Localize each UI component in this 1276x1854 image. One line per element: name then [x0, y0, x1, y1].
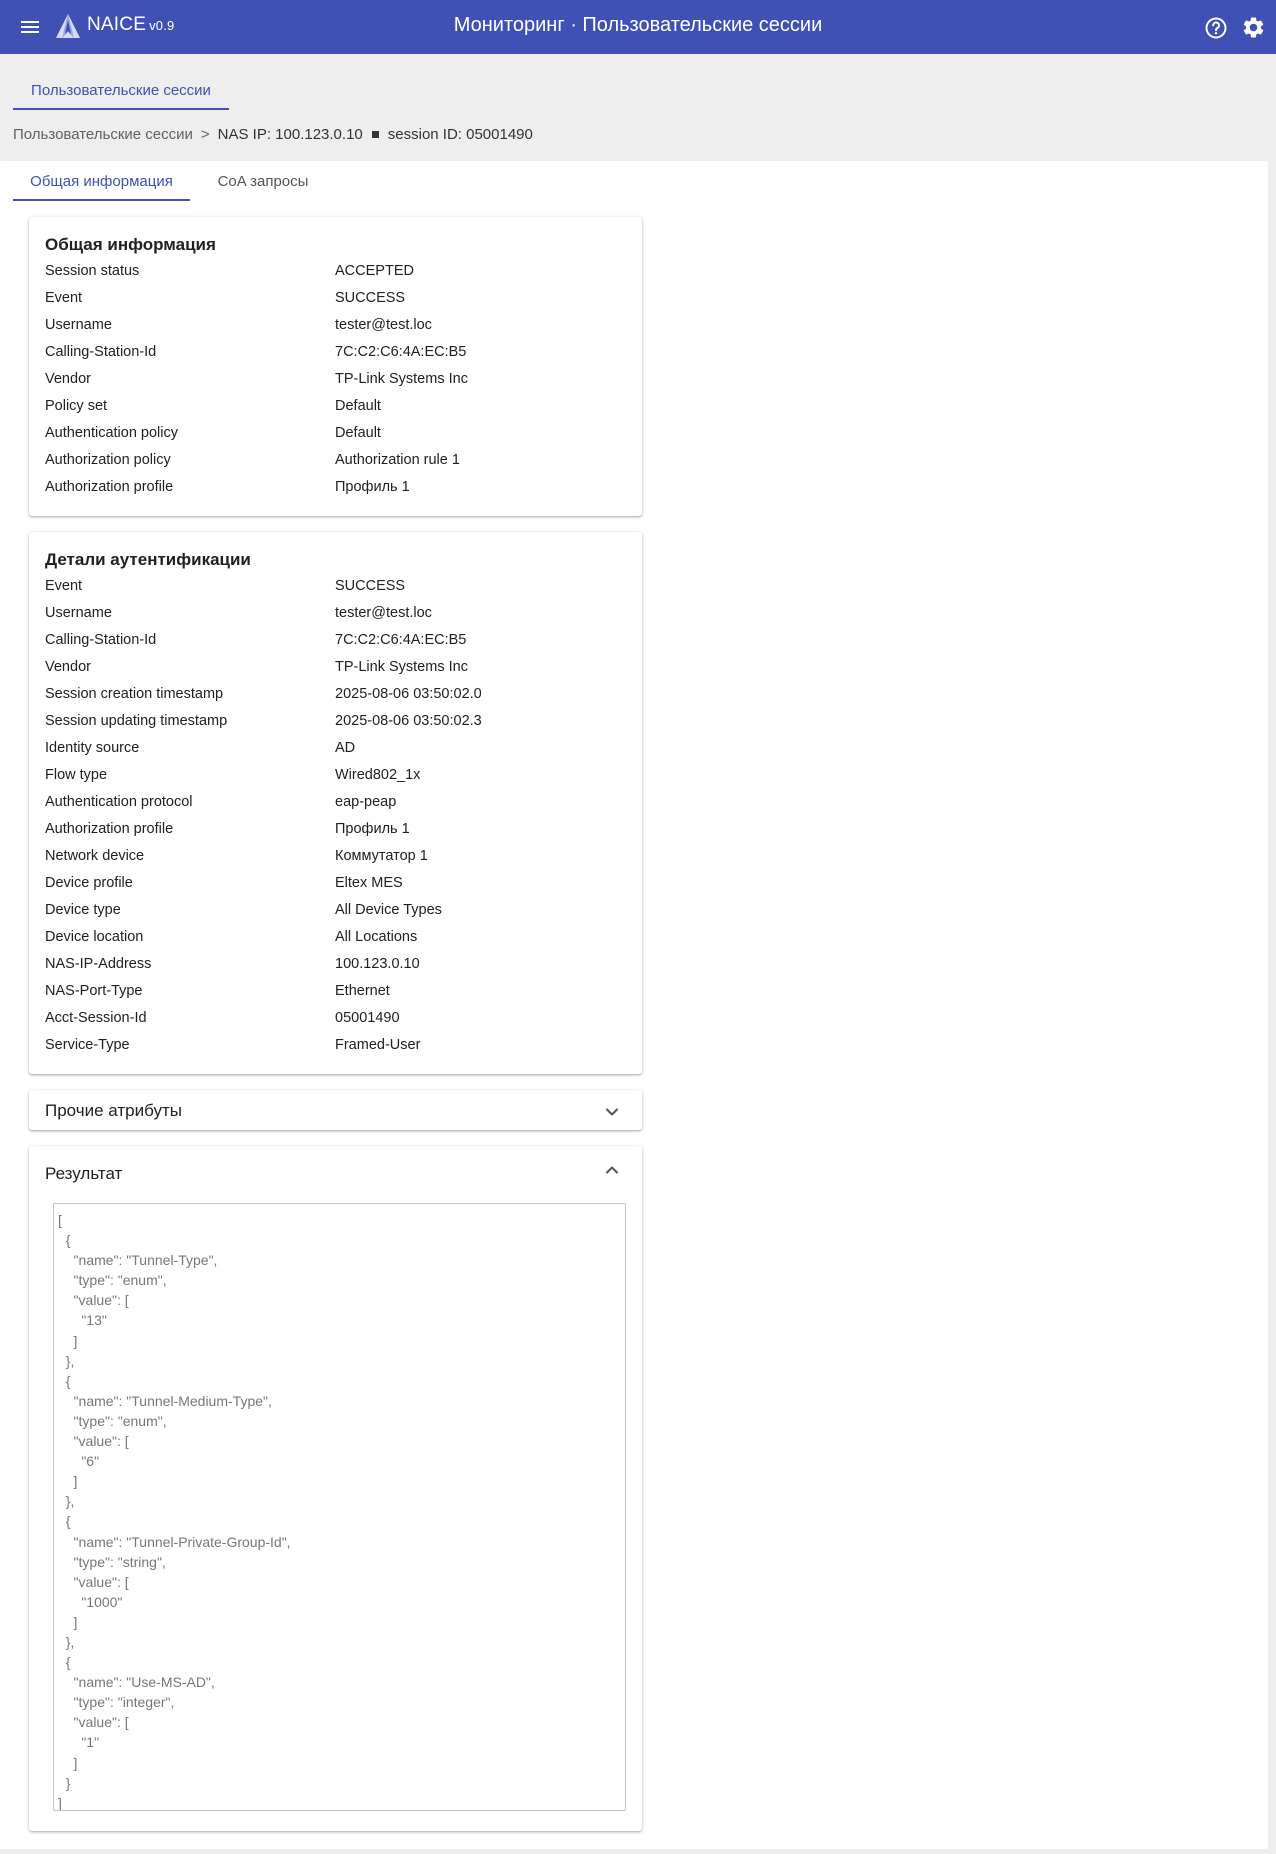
info-row-value: eap-peap — [335, 794, 397, 810]
info-row-value: Eltex MES — [335, 875, 403, 891]
info-row — [45, 601, 626, 628]
result-json-text: [ { "name": "Tunnel-Type", "type": "enum", "value": [ "13" ] }, { "name": "Tunnel-Medium-Type", "type": "enum", "value": [ "6" ] }, { "name": "Tunnel-Private-Group-Id", "type": "string", "value": [ "1000" ] }, { "name": "Use-MS-AD", "type": "integer", "value": [ "1" ] } ] — [58, 1212, 291, 1811]
info-row-value: Ethernet — [335, 983, 390, 999]
breadcrumb-square-icon — [372, 131, 379, 138]
info-row — [45, 898, 626, 925]
info-row — [45, 574, 626, 601]
brand-name: NAICE — [87, 14, 147, 35]
general-info-card — [29, 217, 642, 516]
info-row-value: 2025-08-06 03:50:02.3 — [335, 713, 482, 729]
info-row-key: Calling-Station-Id — [45, 632, 157, 648]
menu-icon[interactable] — [18, 15, 42, 39]
info-row-key: Acct-Session-Id — [45, 1010, 147, 1026]
info-row-value: Authorization rule 1 — [335, 452, 460, 468]
info-row — [45, 979, 626, 1006]
info-row — [45, 475, 626, 502]
info-row — [45, 286, 626, 313]
info-row-value: AD — [335, 740, 356, 756]
info-row — [45, 1006, 626, 1033]
general-info-rows — [45, 259, 626, 502]
info-row-key: Vendor — [45, 659, 91, 675]
brand[interactable] — [87, 14, 174, 36]
other-attributes-title: Прочие атрибуты — [45, 1101, 182, 1120]
info-row-value: 7C:C2:C6:4A:EC:B5 — [335, 632, 467, 648]
info-row-value: All Device Types — [335, 902, 442, 918]
breadcrumb-root-link[interactable]: Пользовательские сессии — [13, 126, 193, 143]
info-row-value: Default — [335, 398, 381, 414]
info-row-key: Username — [45, 605, 112, 621]
info-row — [45, 421, 626, 448]
info-row — [45, 367, 626, 394]
app-version: v0.9 — [149, 18, 175, 33]
info-row — [45, 340, 626, 367]
info-row-key: Event — [45, 578, 83, 594]
info-row — [45, 790, 626, 817]
info-row — [45, 763, 626, 790]
info-row — [45, 448, 626, 475]
info-row-value: tester@test.loc — [335, 605, 432, 621]
auth-details-card — [29, 532, 642, 1074]
auth-details-rows — [45, 574, 626, 1060]
info-row-value: SUCCESS — [335, 290, 406, 306]
info-row — [45, 655, 626, 682]
info-row-key: NAS-IP-Address — [45, 956, 152, 972]
info-row-value: Профиль 1 — [335, 479, 410, 495]
info-row — [45, 871, 626, 898]
info-row — [45, 844, 626, 871]
general-info-title: Общая информация — [45, 235, 216, 254]
result-panel — [29, 1146, 642, 1831]
info-row-key: Device profile — [45, 875, 133, 891]
info-row-key: Vendor — [45, 371, 91, 387]
info-row-value: SUCCESS — [335, 578, 406, 594]
breadcrumb — [13, 126, 533, 143]
info-row-value: 05001490 — [335, 1010, 400, 1026]
tab-general-info[interactable]: Общая информация — [13, 161, 190, 201]
info-row-key: Policy set — [45, 398, 108, 414]
info-row — [45, 394, 626, 421]
info-row-key: Username — [45, 317, 112, 333]
tab-user-sessions[interactable]: Пользовательские сессии — [13, 78, 229, 110]
chevron-up-icon[interactable] — [600, 1158, 624, 1182]
info-row-value: 7C:C2:C6:4A:EC:B5 — [335, 344, 467, 360]
info-row-key: Flow type — [45, 767, 108, 783]
main-panel — [0, 161, 1268, 1849]
info-row-key: Authentication policy — [45, 425, 178, 441]
info-row-key: Device location — [45, 929, 144, 945]
naice-logo[interactable] — [54, 12, 82, 40]
tab-coa-requests[interactable]: CoA запросы — [217, 173, 309, 190]
breadcrumb-separator: > — [200, 126, 210, 143]
app-bar — [0, 0, 1276, 54]
info-row-value: 100.123.0.10 — [335, 956, 420, 972]
info-row-key: Event — [45, 290, 83, 306]
info-row-key: Authorization policy — [45, 452, 171, 468]
app-title: Мониторинг · Пользовательские сессии — [453, 14, 823, 36]
info-row — [45, 259, 626, 286]
info-row-value: ACCEPTED — [335, 263, 414, 279]
help-icon[interactable] — [1204, 16, 1228, 40]
info-row-value: Коммутатор 1 — [335, 848, 428, 864]
info-row-value: Default — [335, 425, 381, 441]
info-row — [45, 682, 626, 709]
info-row — [45, 817, 626, 844]
auth-details-title: Детали аутентификации — [45, 550, 251, 569]
info-row-value: All Locations — [335, 929, 418, 945]
info-row-key: Service-Type — [45, 1037, 130, 1053]
info-row — [45, 952, 626, 979]
info-row-key: Session status — [45, 263, 140, 279]
other-attributes-panel[interactable] — [29, 1090, 642, 1130]
info-row-value: TP-Link Systems Inc — [335, 371, 468, 387]
info-row-key: Authorization profile — [45, 479, 174, 495]
info-row-key: Authorization profile — [45, 821, 174, 837]
info-row — [45, 628, 626, 655]
info-row-value: Wired802_1x — [335, 767, 421, 783]
info-row-value: 2025-08-06 03:50:02.0 — [335, 686, 482, 702]
info-row — [45, 313, 626, 340]
info-row — [45, 925, 626, 952]
chevron-down-icon[interactable] — [600, 1100, 624, 1124]
gear-icon[interactable] — [1241, 15, 1266, 40]
breadcrumb-nas-ip: NAS IP: 100.123.0.10 — [217, 126, 363, 143]
info-row-key: Network device — [45, 848, 145, 864]
info-row — [45, 736, 626, 763]
info-row-value: TP-Link Systems Inc — [335, 659, 468, 675]
info-row-value: Framed-User — [335, 1037, 421, 1053]
info-row-key: Device type — [45, 902, 121, 918]
info-row-key: Calling-Station-Id — [45, 344, 157, 360]
breadcrumb-session-id: session ID: 05001490 — [387, 126, 533, 143]
info-row-key: NAS-Port-Type — [45, 983, 143, 999]
info-row — [45, 1033, 626, 1060]
result-title: Результат — [45, 1164, 123, 1183]
info-row-key: Session updating timestamp — [45, 713, 228, 729]
info-row-key: Identity source — [45, 740, 140, 756]
info-row-value: Профиль 1 — [335, 821, 410, 837]
info-row-key: Authentication protocol — [45, 794, 193, 810]
info-row-key: Session creation timestamp — [45, 686, 224, 702]
result-json-field[interactable] — [53, 1203, 626, 1811]
info-row-value: tester@test.loc — [335, 317, 432, 333]
info-row — [45, 709, 626, 736]
